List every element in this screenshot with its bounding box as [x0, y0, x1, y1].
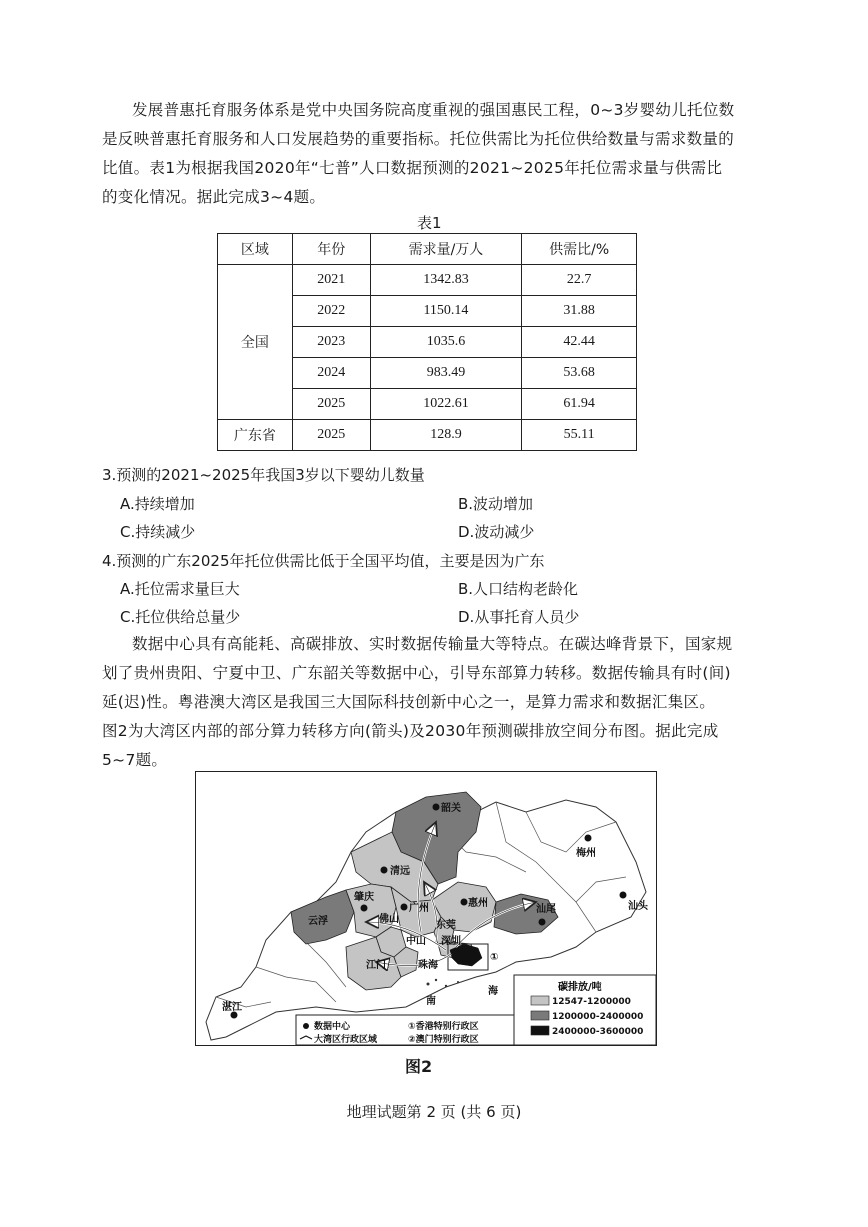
- legend-range-mid: 1200000-2400000: [552, 1012, 644, 1022]
- para2-line-4: 图2为大湾区内部的部分算力转移方向(箭头)及2030年预测碳排放空间分布图。据此完成: [102, 722, 719, 740]
- q4-option-c[interactable]: C.托位供给总量少: [120, 608, 241, 626]
- label-shantou: 汕头: [628, 901, 648, 912]
- cell-year: 2024: [292, 358, 370, 389]
- q3-option-c[interactable]: C.持续减少: [120, 523, 196, 541]
- legend-boundary: 大湾区行政区域: [314, 1035, 378, 1045]
- intro-paragraph: [102, 96, 752, 212]
- label-zhaoqing: 肇庆: [354, 892, 374, 903]
- q4-option-a[interactable]: A.托位需求量巨大: [120, 580, 240, 598]
- q4-option-d[interactable]: D.从事托育人员少: [458, 608, 580, 626]
- cell-demand: 1022.61: [370, 389, 522, 420]
- legend-swatch-low: [531, 996, 549, 1005]
- data-center-paragraph: [102, 630, 752, 775]
- page-footer: 地理试题第 2 页 (共 6 页): [346, 1103, 522, 1121]
- label-sea-nan: 南: [426, 996, 436, 1007]
- cell-ratio: 42.44: [522, 327, 637, 358]
- q3-option-b[interactable]: B.波动增加: [458, 495, 534, 513]
- label-zhanjiang: 湛江: [222, 1002, 242, 1013]
- table-header-row: [218, 234, 637, 265]
- header-ratio: 供需比/%: [522, 234, 637, 265]
- header-demand: 需求量/万人: [370, 234, 522, 265]
- dot-zhaoqing: [361, 905, 368, 912]
- label-sea-hai: 海: [488, 986, 498, 997]
- label-yunfu: 云浮: [308, 916, 328, 927]
- table-1: [217, 233, 637, 451]
- intro-line-3: 比值。表1为根据我国2020年“七普”人口数据预测的2021~2025年托位需求量与供需比: [102, 159, 723, 177]
- cell-year: 2025: [292, 389, 370, 420]
- para2-line-5: 5~7题。: [102, 751, 168, 769]
- header-region: 区域: [218, 234, 293, 265]
- cell-year: 2021: [292, 265, 370, 296]
- legend-dot-icon: [303, 1023, 309, 1029]
- cell-ratio: 55.11: [522, 420, 637, 451]
- cell-ratio: 61.94: [522, 389, 637, 420]
- table-row: [218, 420, 637, 451]
- figure-2-caption: 图2: [405, 1057, 433, 1076]
- q4-option-b[interactable]: B.人口结构老龄化: [458, 580, 579, 598]
- cell-demand: 983.49: [370, 358, 522, 389]
- question-3-stem: 3.预测的2021~2025年我国3岁以下婴幼儿数量: [102, 466, 425, 484]
- legend-swatch-mid: [531, 1011, 549, 1020]
- cell-ratio: 22.7: [522, 265, 637, 296]
- cell-demand: 1342.83: [370, 265, 522, 296]
- dot-meizhou: [585, 835, 592, 842]
- dot-shaoguan: [433, 804, 440, 811]
- cell-demand: 128.9: [370, 420, 522, 451]
- label-huizhou: 惠州: [468, 898, 488, 909]
- legend-swatch-high: [531, 1026, 549, 1035]
- label-shenzhen: 深圳: [441, 936, 461, 947]
- legend-data-center: 数据中心: [314, 1022, 351, 1032]
- dot-shantou: [620, 892, 627, 899]
- label-zhongshan: 中山: [406, 936, 426, 947]
- dot-qingyuan: [381, 867, 388, 874]
- region-guangdong: 广东省: [218, 420, 293, 451]
- cell-year: 2023: [292, 327, 370, 358]
- label-jiangmen: 江门: [366, 960, 386, 971]
- legend-range-low: 12547-1200000: [552, 997, 631, 1007]
- label-shaoguan: 韶关: [441, 803, 461, 814]
- cell-year: 2022: [292, 296, 370, 327]
- dot-shanwei: [539, 919, 546, 926]
- intro-line-1: 发展普惠托育服务体系是党中央国务院高度重视的强国惠民工程，0~3岁婴幼儿托位数: [132, 101, 735, 119]
- intro-line-2: 是反映普惠托育服务和人口发展趋势的重要指标。托位供需比为托位供给数量与需求数量的: [102, 130, 735, 148]
- q3-option-d[interactable]: D.波动减少: [458, 523, 535, 541]
- label-foshan: 佛山: [379, 914, 399, 925]
- q3-option-a[interactable]: A.持续增加: [120, 495, 195, 513]
- table-row: [218, 265, 637, 296]
- header-year: 年份: [292, 234, 370, 265]
- cell-ratio: 31.88: [522, 296, 637, 327]
- legend-hk: ①香港特别行政区: [408, 1022, 479, 1032]
- label-hk-marker: ①: [490, 952, 499, 963]
- label-zhuhai: 珠海: [418, 960, 438, 971]
- legend-title: 碳排放/吨: [558, 982, 602, 993]
- cell-year: 2025: [292, 420, 370, 451]
- label-meizhou: 梅州: [576, 848, 596, 859]
- label-guangzhou: 广州: [409, 903, 429, 914]
- para2-line-2: 划了贵州贵阳、宁夏中卫、广东韶关等数据中心，引导东部算力转移。数据传输具有时(间): [102, 664, 731, 682]
- question-4-stem: 4.预测的广东2025年托位供需比低于全国平均值，主要是因为广东: [102, 552, 545, 570]
- cell-demand: 1035.6: [370, 327, 522, 358]
- map-svg: [196, 772, 656, 1045]
- cell-ratio: 53.68: [522, 358, 637, 389]
- para2-line-1: 数据中心具有高能耗、高碳排放、实时数据传输量大等特点。在碳达峰背景下，国家规: [132, 635, 733, 653]
- para2-line-3: 延(迟)性。粤港澳大湾区是我国三大国际科技创新中心之一，是算力需求和数据汇集区。: [102, 693, 716, 711]
- table-caption: 表1: [417, 214, 442, 232]
- label-shanwei: 汕尾: [536, 904, 556, 915]
- cell-demand: 1150.14: [370, 296, 522, 327]
- region-nation: 全国: [218, 265, 293, 420]
- legend-macau: ②澳门特别行政区: [408, 1035, 479, 1045]
- figure-2-map: [195, 771, 657, 1046]
- legend-range-high: 2400000-3600000: [552, 1027, 644, 1037]
- label-dongguan: 东莞: [436, 920, 456, 931]
- dot-guangzhou: [401, 904, 408, 911]
- intro-line-4: 的变化情况。据此完成3~4题。: [102, 188, 326, 206]
- dot-huizhou: [461, 899, 468, 906]
- label-qingyuan: 清远: [390, 866, 410, 877]
